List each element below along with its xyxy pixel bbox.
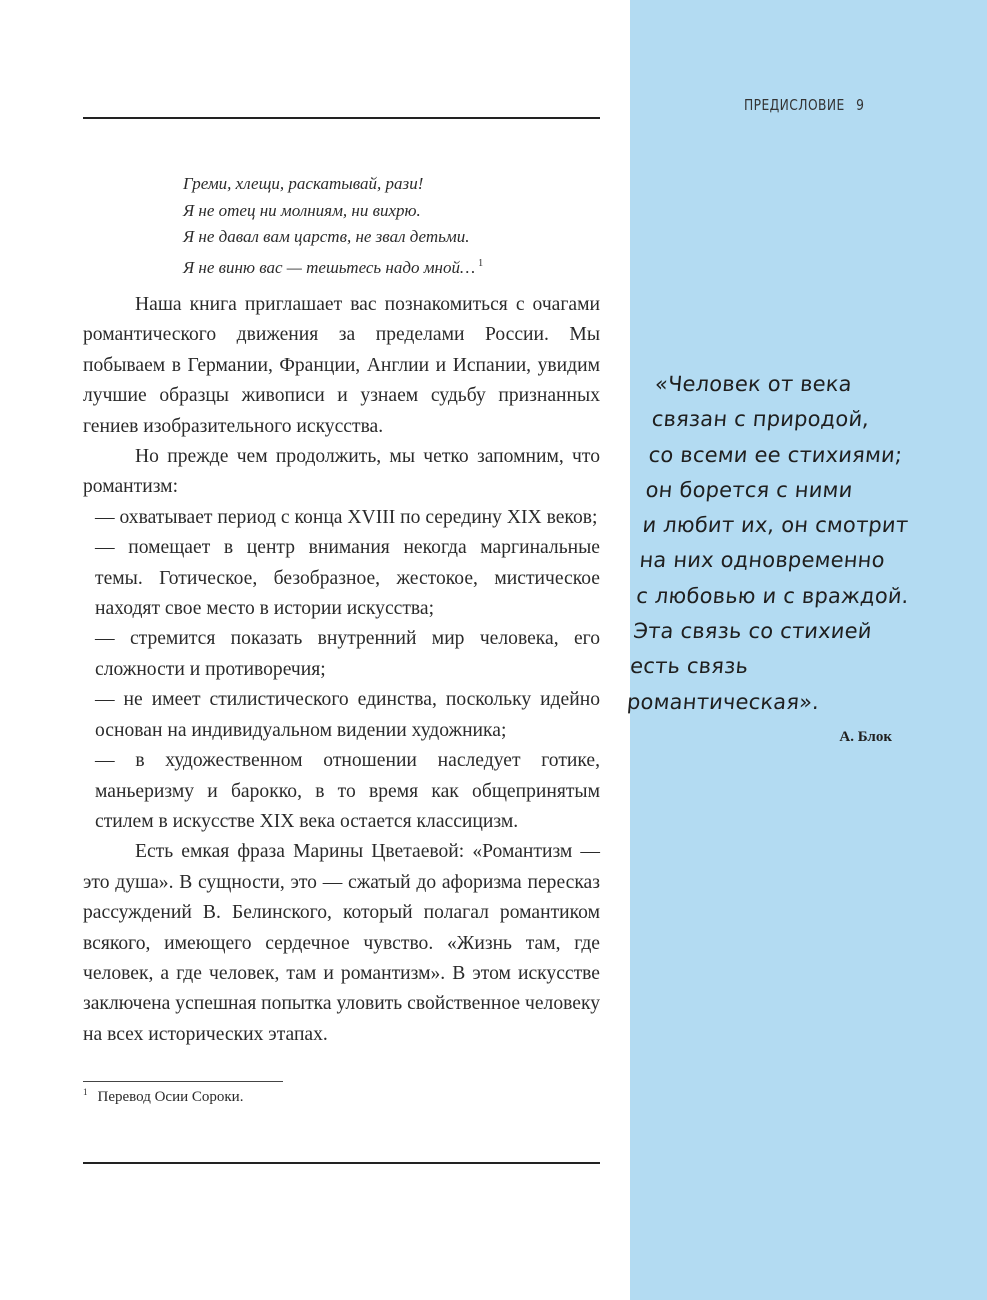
top-rule	[83, 117, 600, 119]
quote-line: и любит их, он смотрит	[641, 513, 910, 538]
blok-quote	[626, 367, 957, 720]
body-text	[83, 290, 600, 1050]
epigraph-line: Греми, хлещи, раскатывай, рази!	[183, 174, 424, 193]
paragraph: Есть емкая фраза Марины Цветаевой: «Романтизм — это душа». В сущности, это — сжатый до афоризма пересказ рассуждений В. Белинского, который полагал романтиком всякого, имеющего сердечное чувство. «Жизнь там, где человек, а где человек, там и романтизм». В этом искусстве заключена успешная попытка уловить свойственное человеку на всех исторических этапах.	[83, 841, 600, 1045]
footnote-rule	[83, 1081, 283, 1082]
list-item: — помещает в центр внимания некогда маргинальные темы. Готическое, безобразное, жестокое, мистическое находят свое место в истории искусства;	[95, 537, 600, 620]
epigraph	[183, 171, 583, 282]
bottom-rule	[83, 1162, 600, 1164]
epigraph-line: Я не давал вам царств, не звал детьми.	[183, 227, 470, 247]
list-item: — в художественном отношении наследует готике, маньеризму и барокко, в то время как общепринятым стилем в искусстве XIX века остается классицизм.	[95, 750, 600, 832]
list-item: — не имеет стилистического единства, поскольку идейно основан на индивидуальном видении художника;	[95, 689, 600, 741]
quote-line: он борется с ними	[644, 477, 854, 502]
quote-line: с любовью и с враждой.	[635, 583, 910, 608]
footnote	[83, 1087, 243, 1106]
quote-author: А. Блок	[839, 729, 892, 745]
epigraph-line: Я не отец ни молниям, ни вихрю.	[183, 200, 421, 220]
epigraph-line: Я не виню вас — тешьтесь надо мной… $^1$	[183, 258, 484, 278]
quote-line: связан с природой,	[650, 407, 871, 432]
paragraph: Но прежде чем продолжить, мы четко запомним, что романтизм:	[83, 446, 600, 498]
quote-line: «Человек от века	[653, 372, 853, 396]
quote-line: со всеми ее стихиями;	[647, 442, 904, 467]
list-item: — стремится показать внутренний мир человека, его сложности и противоречия;	[95, 628, 600, 680]
list-item: — охватывает период с конца XVIII по середину XIX веков;	[95, 506, 598, 528]
quote-line: романтическая».	[626, 689, 821, 714]
page-number: 9	[856, 96, 865, 114]
paragraph: Наша книга приглашает вас познакомиться с очагами романтического движения за пределами России. Мы побываем в Германии, Франции, Англии и Испании, увидим лучшие образцы живописи и узнаем судьбу признанных гениев изобразительного искусства.	[83, 294, 600, 437]
footnote-text: Перевод Осии Сороки.	[97, 1089, 244, 1105]
footnote-marker[interactable]: 1	[478, 258, 484, 270]
quote-line: Эта связь со стихией	[632, 619, 873, 644]
section-title: ПРЕДИСЛОВИЕ	[744, 96, 845, 114]
running-head	[744, 96, 864, 114]
quote-line: на них одновременно	[638, 548, 886, 573]
quote-line: есть связь	[629, 654, 750, 679]
footnote-number: 1	[83, 1087, 88, 1097]
